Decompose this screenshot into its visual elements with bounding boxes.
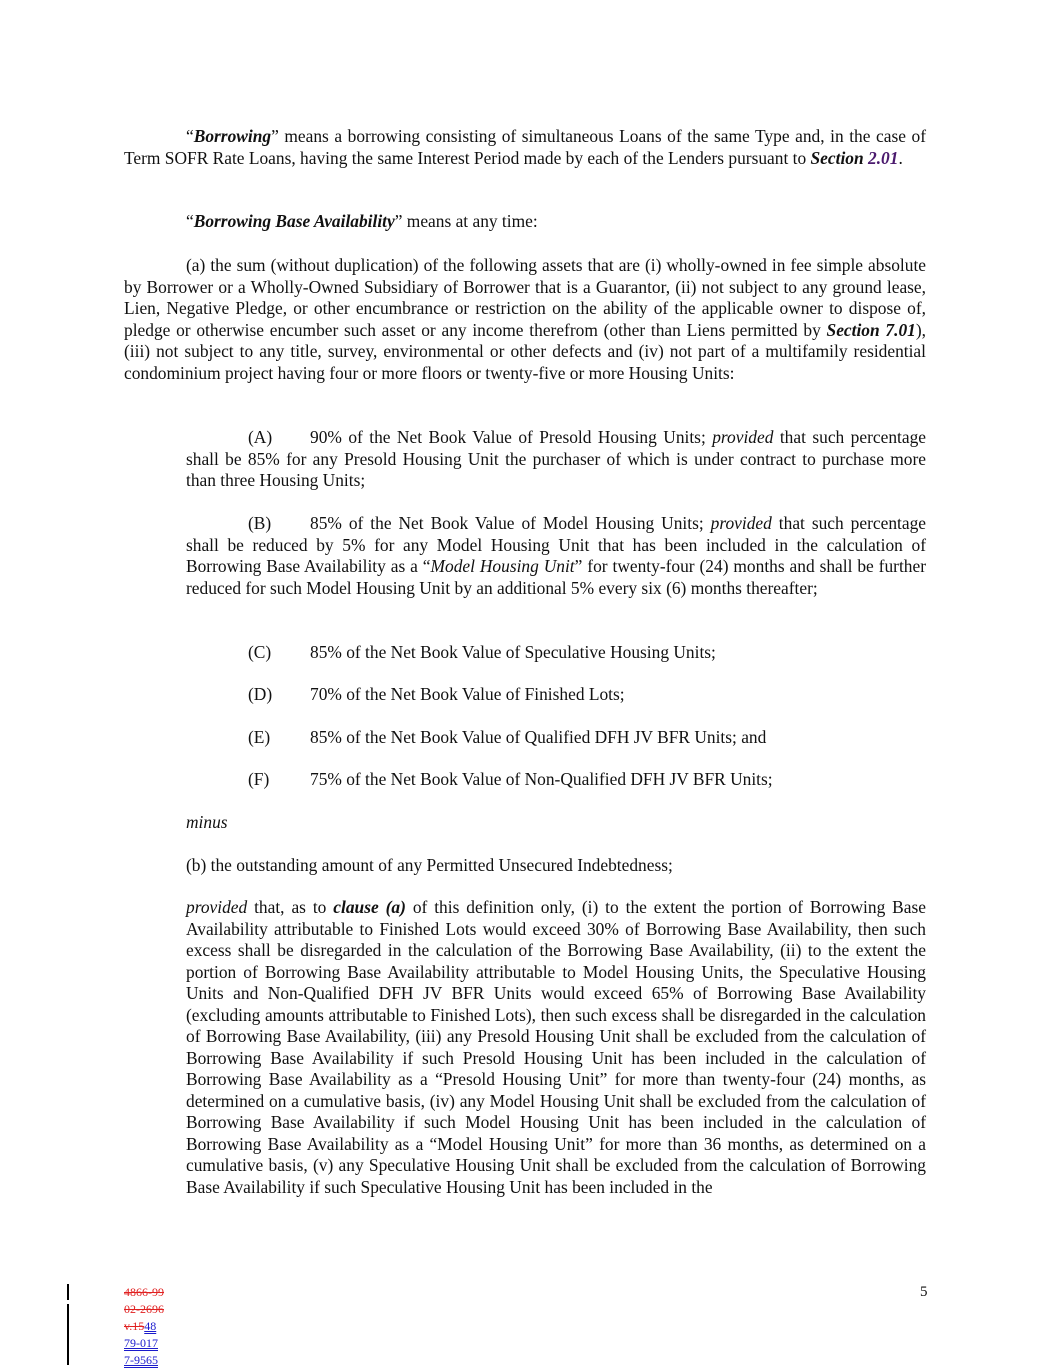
item-E: [186, 727, 926, 749]
item-text-cont: that such percentage shall be reduced by 5% for any Model Housing Unit that has been included in the calculation of Borrowing Base Availability as a “: [186, 513, 926, 576]
section-ref: Section 7.01: [826, 319, 916, 340]
item-label: (A): [248, 427, 273, 447]
item-text: 85% of the Net Book Value of Speculative Housing Units;: [310, 642, 716, 662]
item-label: (D): [248, 684, 273, 704]
proviso-word: provided: [186, 897, 248, 917]
item-D: [186, 684, 926, 706]
item-text-cont: that such percentage shall be 85% for any Presold Housing Unit the purchaser of which is under contract to purchase more than three Housing Units;: [186, 427, 926, 490]
item-text-end: ” for twenty-four (24) months and shall be further reduced for such Model Housing Unit by an additional 5% every six (6) months thereafter;: [186, 556, 926, 598]
inserted-id-part-1: 48: [144, 1319, 157, 1333]
clause-ref: clause (a): [333, 897, 406, 917]
section-ref-link[interactable]: 2.01: [868, 147, 899, 168]
item-label: (F): [248, 769, 270, 789]
deleted-id-part-2: 02-2696: [124, 1302, 164, 1316]
item-A: [186, 427, 926, 492]
section-ref-prefix: Section: [810, 147, 868, 168]
page-number: 5: [920, 1284, 928, 1300]
item-F: [186, 769, 926, 791]
item-text: 90% of the Net Book Value of Presold Housing Units;: [310, 427, 713, 447]
clause-a-text-cont: ), (iii) not subject to any title, survey, environmental or other defects and (iv) not part of a multifamily residential condominium project having four or more floors or twenty-five or more Housing Units:: [124, 319, 927, 383]
item-label: (C): [248, 642, 272, 662]
deleted-id-part-1: 4866-99: [124, 1285, 164, 1299]
open-quote: “: [186, 126, 194, 146]
clause-a: [124, 255, 926, 384]
deleted-id-part-3: v.15: [124, 1319, 145, 1333]
defined-term-borrowing: Borrowing: [193, 126, 272, 146]
item-text: 85% of the Net Book Value of Qualified DFH JV BFR Units; and: [310, 727, 767, 747]
item-C: [186, 642, 926, 664]
item-text: 70% of the Net Book Value of Finished Lots;: [310, 684, 625, 704]
proviso-text: that, as to: [247, 897, 334, 917]
definition-borrowing: [124, 126, 926, 169]
inserted-id-part-2: 79-017: [124, 1336, 158, 1350]
change-bar-top: [67, 1284, 69, 1300]
item-text: 75% of the Net Book Value of Non-Qualified DFH JV BFR Units;: [310, 769, 773, 789]
inserted-id-part-3: 7-9565: [124, 1353, 158, 1367]
minus-connector: minus: [186, 812, 228, 832]
clause-a-text: (a) the sum (without duplication) of the following assets that are (i) wholly-owned in fee simple absolute by Borrower or a Wholly-Owned Subsidiary of Borrower that is a Guarantor, (ii) not subject to any ground lease, Lien, Negative Pledge, or other encumbrance or restriction on the ability of the applicable owner to dispose of, pledge or otherwise encumber such asset or any income therefrom (other than Liens permitted by: [124, 255, 926, 340]
close-quote: ”: [394, 211, 403, 231]
definition-text: means a borrowing consisting of simultaneous Loans of the same Type and, in the case of Term SOFR Rate Loans, having the same Interest Period made by each of the Lenders pursuant to: [124, 126, 926, 168]
close-quote: ”: [271, 126, 279, 146]
proviso-paragraph: [186, 897, 926, 1198]
period: .: [898, 147, 903, 168]
definition-text: means at any time:: [402, 211, 538, 231]
open-quote: “: [186, 211, 194, 231]
item-label: (E): [248, 727, 271, 747]
definition-borrowing-base-availability: [124, 211, 926, 233]
document-id-footer: [124, 1284, 164, 1369]
change-bar-bottom: [67, 1304, 69, 1365]
defined-term-bba: Borrowing Base Availability: [193, 211, 395, 231]
item-B: [186, 513, 926, 599]
proviso-word: provided: [710, 513, 772, 533]
clause-b: (b) the outstanding amount of any Permitted Unsecured Indebtedness;: [186, 855, 673, 875]
item-label: (B): [248, 513, 272, 533]
italic-term: Model Housing Unit: [430, 556, 575, 576]
proviso-text-cont: of this definition only, (i) to the extent the portion of Borrowing Base Availability attributable to Finished Lots would exceed 30% of Borrowing Base Availability, then such excess shall be disregarded in the calculation of the Borrowing Base Availability, (ii) to the extent the portion of Borrowing Base Availability attributable to Model Housing Units, the Speculative Housing Units and Non-Qualified DFH JV BFR Units would exceed 65% of Borrowing Base Availability (excluding amounts attributable to Finished Lots), then such excess shall be disregarded in the calculation of Borrowing Base Availability, (iii) any Presold Housing Unit shall be excluded from the calculation of Borrowing Base Availability if such Presold Housing Unit has been included in the calculation of Borrowing Base Availability as a “Presold Housing Unit” for more than twenty-four (24) months, as determined on a cumulative basis, (iv) any Model Housing Unit shall be excluded from the calculation of Borrowing Base Availability if such Model Housing Unit has been included in the calculation of Borrowing Base Availability as a “Model Housing Unit” for more than 36 months, as determined on a cumulative basis, (v) any Speculative Housing Unit shall be excluded from the calculation of Borrowing Base Availability if such Speculative Housing Unit has been included in the: [186, 897, 926, 1197]
proviso-word: provided: [712, 427, 774, 447]
item-text: 85% of the Net Book Value of Model Housing Units;: [310, 513, 711, 533]
